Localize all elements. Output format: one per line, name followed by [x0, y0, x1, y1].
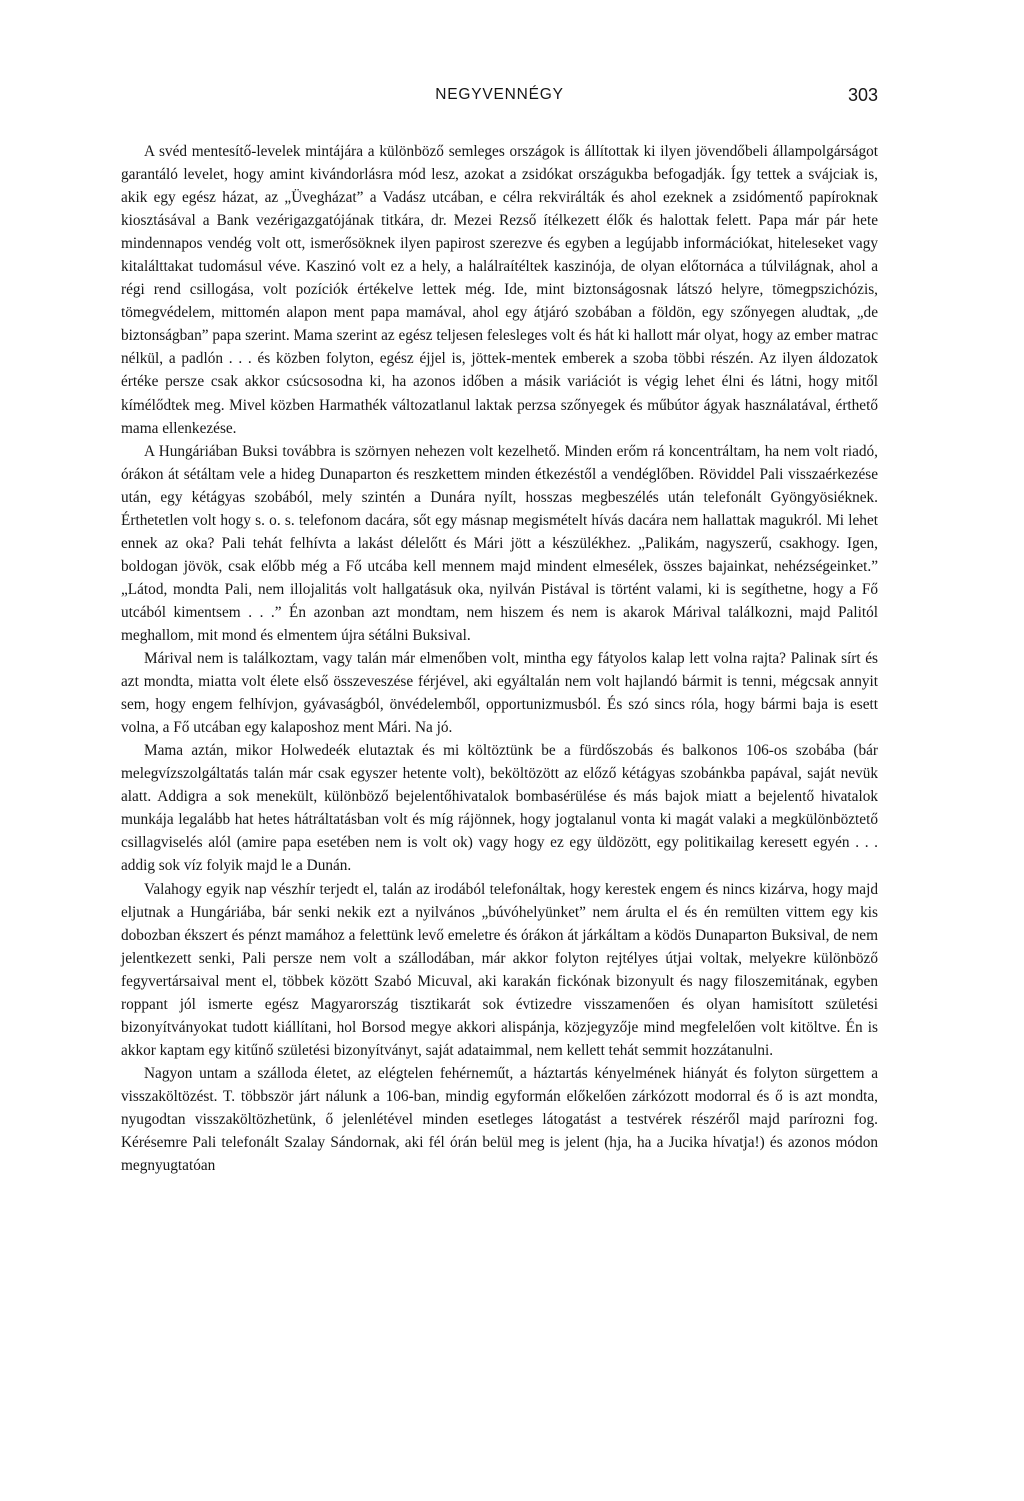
- running-head: [121, 86, 878, 116]
- paragraph-4: Mama aztán, mikor Holwedeék elutaztak és mi költöztünk be a fürdőszobás és balkonos 106-os szobába (bár melegvízszolgáltatás talán már csak egyszer hetente volt), beköltözött az előző kétágyas szobánkba papával, saját nevük alatt. Addigra a sok menekült, különböző bejelentőhivatalok bombasérülése és más bajok miatt a bejelentő hivatalok munkája legalább hat hetes hátráltatásban volt és míg rájönnek, hogy jogtalanul vonta ki magát valaki a megkülönböztető csillagviselés alól (amire papa esetében nem is volt ok) vagy hogy ez egy üldözött, egy politikailag keresett egyén . . . addig sok víz folyik majd le a Dunán.: [121, 742, 878, 875]
- paragraph-3: Márival nem is találkoztam, vagy talán már elmenőben volt, mintha egy fátyolos kalap lett volna rajta? Palinak sírt és azt mondta, miatta volt élete első összeveszése férjével, aki egyáltalán nem volt hajlandó bármit is tenni, mégcsak annyit sem, hogy engem felhívjon, gyávaságból, önvédelemből, opportunizmusból. És szó sincs róla, hogy bármi baja is esett volna, a Fő utcában egy kalaposhoz ment Mári. Na jó.: [121, 650, 878, 737]
- body-text: [121, 140, 878, 1177]
- paragraph-2: A Hungáriában Buksi továbbra is szörnyen nehezen volt kezelhető. Minden erőm rá koncentráltam, ha nem volt riadó, órákon át sétáltam vele a hideg Dunaparton és reszkettem minden étkezéstől a vendéglőben. Röviddel Pali visszaérkezése után, egy kétágyas szobából, mely szintén a Dunára nyílt, hosszas megbeszélés után telefonált Gyöngyösiéknek. Érthetetlen volt hogy s. o. s. telefonom dacára, sőt egy másnap megismételt hívás dacára nem hallattak magukról. Mi lehet ennek az oka? Pali tehát felhívta a lakást délelőtt és Mári jött a készülékhez. „Palikám, nagyszerű, csakhogy. Igen, boldogan jövök, csak előbb még a Fő utcába kell mennem majd mindent elmesélek, összes bajainkat, nehézségeinket.” „Látod, mondta Pali, nem illojalitás volt hallgatásuk oka, nyilván Pistával is történt valami, ki is segíthetne, hogy a Fő utcából kimentsem . . .” Én azonban azt mondtam, nem hiszem és nem is akarok Márival találkozni, majd Palitól meghallom, mit mond és elmentem újra sétálni Buksival.: [121, 442, 878, 644]
- page-number: 303: [847, 85, 878, 105]
- chapter-title: NEGYVENNÉGY: [435, 86, 564, 103]
- paragraph-1: A svéd mentesítő-levelek mintájára a különböző semleges országok is állítottak ki ilyen jövendőbeli állampolgárságot garantáló levelet, hogy amint kivándorlásra mód lesz, azokat a zsidókat országukba befogadják. Így tettek a svájciak is, akik egy egész házat, az „Üvegházat” a Vadász utcában, e célra rekvirálták és ahol ezeknek a zsidómentő papíroknak kiosztásával a Bank vezérigazgatójának titkára, dr. Mezei Rezső ítélkezett élők és halottak felett. Papa már pár hete mindennapos vendég volt ott, ismerősöknek ilyen papirost szerezve és egyben a legújabb információkat, hiteleseket vagy kitalálttakat tudomásul véve. Kaszinó volt ez a hely, a halálraítéltek kaszinója, de olyan előtornáca a túlvilágnak, ahol a régi rend csillogása, volt pozíciók értékelve lettek még. Ide, mint biztonságosnak látszó helyre, tömegpszichózis, tömegvédelem, mittomén alapon ment papa mamával, ahol egy átjáró szobában a földön, egy szőnyegen aludtak, „de biztonságban” papa szerint. Mama szerint az egész teljesen felesleges volt és hát ki hallott már olyat, hogy az ember matrac nélkül, a padlón . . . és közben folyton, egész éjjel is, jöttek-mentek emberek a szoba többi részén. Az ilyen áldozatok értéke persze csak akkor csúcsosodna ki, ha azonos időben a másik variációt is végig lehet élni és látni, hogy mitől kímélődtek meg. Mivel közben Harmathék változatlanul laktak perzsa szőnyegek és műbútor ágyak használatával, érthető mama ellenkezése.: [121, 143, 878, 437]
- paragraph-6: Nagyon untam a szálloda életet, az elégtelen fehérneműt, a háztartás kényelmének hiányát és folyton sürgettem a visszaköltözést. T. többször járt nálunk a 106-ban, mindig egyformán előkelően zárkózott modorral és ő is azt mondta, nyugodtan visszaköltözhetünk, ő jelenlétével minden esetleges látogatást a testvérek részéről majd parírozni fog. Kérésemre Pali telefonált Szalay Sándornak, aki fél órán belül meg is jelent (hja, ha a Jucika hívatja!) és azonos módon megnyugtatóan: [121, 1064, 878, 1175]
- paragraph-5: Valahogy egyik nap vészhír terjedt el, talán az irodából telefonáltak, hogy kerestek engem és nincs kizárva, hogy majd eljutnak a Hungáriába, bár senki nekik ezt a nyilvános „búvóhelyünket” nem árulta el és én remülten vittem egy kis dobozban ékszert és pénzt mamához a felettünk levő emeletre és órákon át járkáltam a ködös Dunaparton Buksival, de nem jelentkezett senki, Pali persze nem volt a szállodában, már akkor folyton rejtélyes útjai voltak, melyekre különböző fegyvertársaival ment el, többek között Szabó Micuval, aki karakán fickónak bizonyult és nagy filoszemitának, egyben roppant jól ismerte egész Magyarország tisztikarát sok évtizedre visszamenően és olyan hamisított születési bizonyítványokat tudott kiállítani, hol Borsod megye akkori alispánja, közjegyzője mind megfelelően volt kitöltve. Én is akkor kaptam egy kitűnő születési bizonyítványt, saját adataimmal, nem kellett tehát semmit hozzátanulni.: [121, 880, 878, 1059]
